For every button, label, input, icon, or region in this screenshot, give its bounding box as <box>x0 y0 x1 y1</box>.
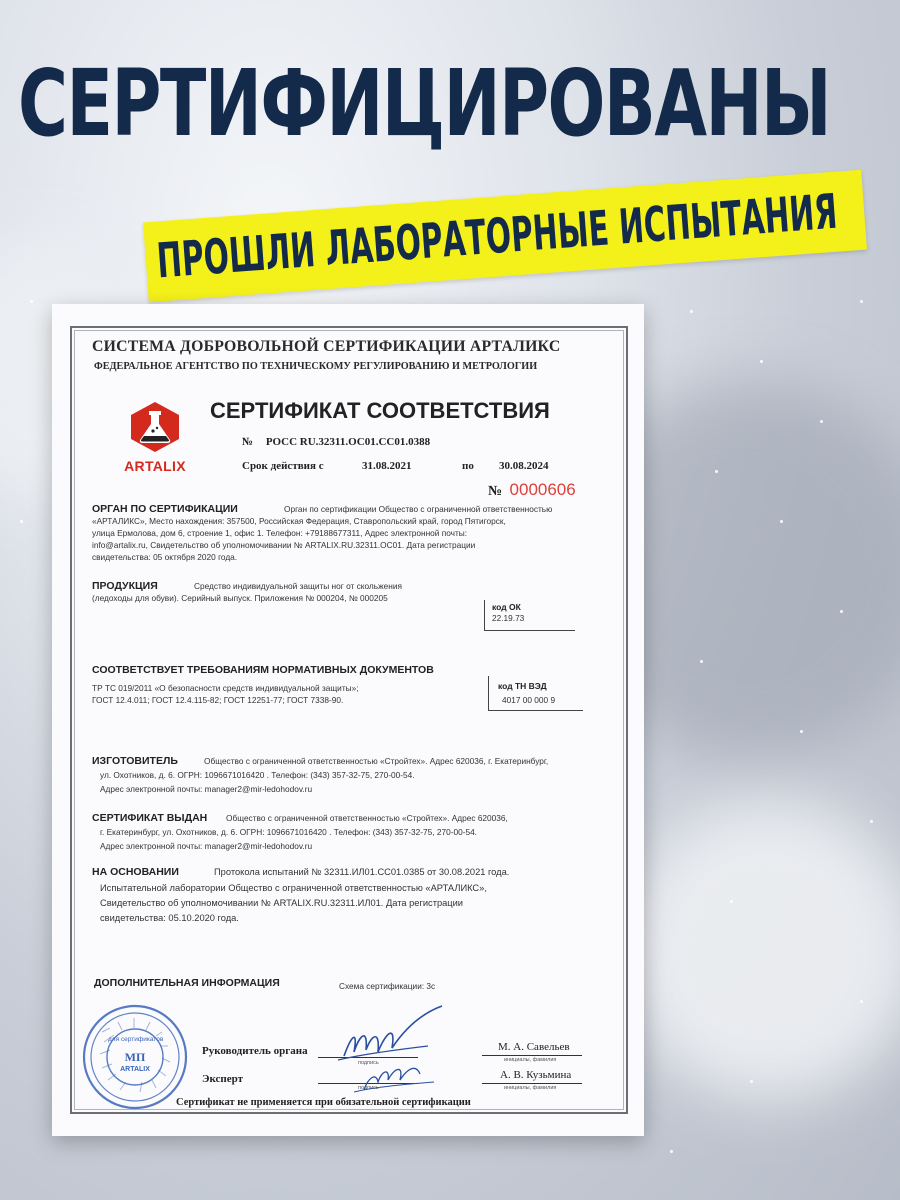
product-label: ПРОДУКЦИЯ <box>92 580 158 592</box>
background-blur <box>620 800 900 1100</box>
banner-text: ПРОШЛИ ЛАБОРАТОРНЫЕ ИСПЫТАНИЯ <box>155 183 840 290</box>
expert-label: Эксперт <box>202 1073 244 1085</box>
certificate <box>52 304 644 1136</box>
expert-name-line <box>482 1083 582 1084</box>
snowflake <box>20 520 23 523</box>
reg-number: РОСС RU.32311.ОС01.СС01.0388 <box>265 436 431 448</box>
snowflake <box>840 610 843 613</box>
certificate-title: СЕРТИФИКАТ СООТВЕТСТВИЯ <box>210 398 550 423</box>
snowflake <box>690 310 693 313</box>
complies-line-2: ГОСТ 12.4.011; ГОСТ 12.4.115-82; ГОСТ 12251-77; ГОСТ 7338-90. <box>92 695 344 705</box>
handwritten-signatures <box>324 994 464 1104</box>
snowflake <box>820 420 823 423</box>
ok-code-label: код ОК <box>492 602 521 612</box>
stamp-for-text: для сертификатов <box>108 1036 164 1043</box>
logo-text: ARTALIX <box>124 458 186 474</box>
organ-line-2: «АРТАЛИКС», Место нахождения: 357500, Российская Федерация, Ставропольский край, город Пятигорск, <box>92 516 506 526</box>
certificate-footer: Сертификат не применяется при обязательной сертификации <box>176 1097 471 1108</box>
manufacturer-label: ИЗГОТОВИТЕЛЬ <box>92 755 178 767</box>
expert-signature-caption: подпись <box>358 1085 379 1091</box>
snowflake <box>870 820 873 823</box>
issued-line-2: г. Екатеринбург, ул. Охотников, д. 6. ОГРН: 1096671016420 . Телефон: (343) 357-32-75, 270-00-54. <box>100 827 477 837</box>
snowflake <box>730 900 733 903</box>
serial-row <box>488 480 576 500</box>
to-label: по <box>462 460 474 472</box>
serial-label: № <box>488 484 503 499</box>
banner <box>143 170 867 303</box>
reg-label: № <box>242 436 254 448</box>
snowflake <box>700 660 703 663</box>
certificate-system: СИСТЕМА ДОБРОВОЛЬНОЙ СЕРТИФИКАЦИИ АРТАЛИКС <box>92 338 561 355</box>
issued-label: СЕРТИФИКАТ ВЫДАН <box>92 812 208 824</box>
organ-line-5: свидетельства: 05 октября 2020 года. <box>92 552 238 562</box>
head-signature-caption: подпись <box>358 1060 379 1066</box>
certificate-agency: ФЕДЕРАЛЬНОЕ АГЕНТСТВО ПО ТЕХНИЧЕСКОМУ РЕГУЛИРОВАНИЮ И МЕТРОЛОГИИ <box>94 361 538 372</box>
valid-from: 31.08.2021 <box>362 460 412 472</box>
certification-scheme: Схема сертификации: 3с <box>339 981 436 991</box>
snowflake <box>715 470 718 473</box>
organ-line-4: info@artalix.ru, Свидетельство об уполномочивании № ARTALIX.RU.32311.ОС01. Дата регистрации <box>92 540 476 550</box>
basis-line-2: Испытательной лаборатории Общество с ограниченной ответственностью «АРТАЛИКС», <box>100 883 487 893</box>
ok-code: 22.19.73 <box>492 613 525 623</box>
expert-name: А. В. Кузьмина <box>500 1069 572 1081</box>
snowflake <box>780 520 783 523</box>
organ-line-1: Орган по сертификации Общество с ограниченной ответственностью <box>284 504 553 514</box>
manufacturer-line-3: Адрес электронной почты: manager2@mir-ledohodov.ru <box>100 784 313 794</box>
official-stamp <box>80 1002 190 1112</box>
basis-line-4: свидетельства: 05.10.2020 года. <box>100 913 239 923</box>
snowflake <box>670 1150 673 1153</box>
headline: СЕРТИФИЦИРОВАНЫ <box>18 50 831 157</box>
manufacturer-line-2: ул. Охотников, д. 6. ОГРН: 1096671016420 . Телефон: (343) 357-32-75, 270-00-54. <box>100 770 415 780</box>
stamp-mp: МП <box>124 1050 146 1064</box>
product-line-1: Средство индивидуальной защиты ног от скольжения <box>194 581 402 591</box>
issued-line-1: Общество с ограниченной ответственностью «Стройтех». Адрес 620036, <box>226 813 508 823</box>
valid-to: 30.08.2024 <box>499 460 549 472</box>
tnved-code: 4017 00 000 9 <box>502 695 556 705</box>
reg-number-row <box>242 436 430 448</box>
basis-line-1: Протокола испытаний № 32311.ИЛ01.СС01.0385 от 30.08.2021 года. <box>214 867 510 877</box>
snowflake <box>30 300 33 303</box>
tnved-code-label: код ТН ВЭД <box>498 681 547 691</box>
organ-label: ОРГАН ПО СЕРТИФИКАЦИИ <box>92 503 238 515</box>
snowflake <box>860 1000 863 1003</box>
complies-label: СООТВЕТСТВУЕТ ТРЕБОВАНИЯМ НОРМАТИВНЫХ ДОКУМЕНТОВ <box>92 664 434 676</box>
snowflake <box>800 730 803 733</box>
serial-number: 0000606 <box>509 480 576 499</box>
complies-line-1: ТР ТС 019/2011 «О безопасности средств индивидуальной защиты»; <box>92 683 359 693</box>
head-name: М. А. Савельев <box>498 1041 570 1053</box>
artalix-logo <box>122 400 188 472</box>
snowflake <box>750 1080 753 1083</box>
basis-label: НА ОСНОВАНИИ <box>92 866 179 878</box>
snowflake <box>760 360 763 363</box>
product-line-2: (ледоходы для обуви). Серийный выпуск. Приложения № 000204, № 000205 <box>92 593 388 603</box>
head-name-caption: инициалы, фамилия <box>504 1057 557 1063</box>
snowflake <box>860 300 863 303</box>
expert-name-caption: инициалы, фамилия <box>504 1085 557 1091</box>
organ-line-3: улица Ермолова, дом 6, строение 1, офис 1. Телефон: +79188677311, Адрес электронной почты: <box>92 528 468 538</box>
additional-label: ДОПОЛНИТЕЛЬНАЯ ИНФОРМАЦИЯ <box>94 977 280 989</box>
flask-icon <box>122 400 188 452</box>
stamp-brand: ARTALIX <box>120 1066 150 1073</box>
head-name-line <box>482 1055 582 1056</box>
basis-line-3: Свидетельство об уполномочивании № ARTALIX.RU.32311.ИЛ01. Дата регистрации <box>100 898 463 908</box>
manufacturer-line-1: Общество с ограниченной ответственностью «Стройтех». Адрес 620036, г. Екатеринбург, <box>204 756 549 766</box>
validity-label: Срок действия с <box>242 460 324 472</box>
head-label: Руководитель органа <box>202 1045 308 1057</box>
issued-line-3: Адрес электронной почты: manager2@mir-ledohodov.ru <box>100 841 313 851</box>
